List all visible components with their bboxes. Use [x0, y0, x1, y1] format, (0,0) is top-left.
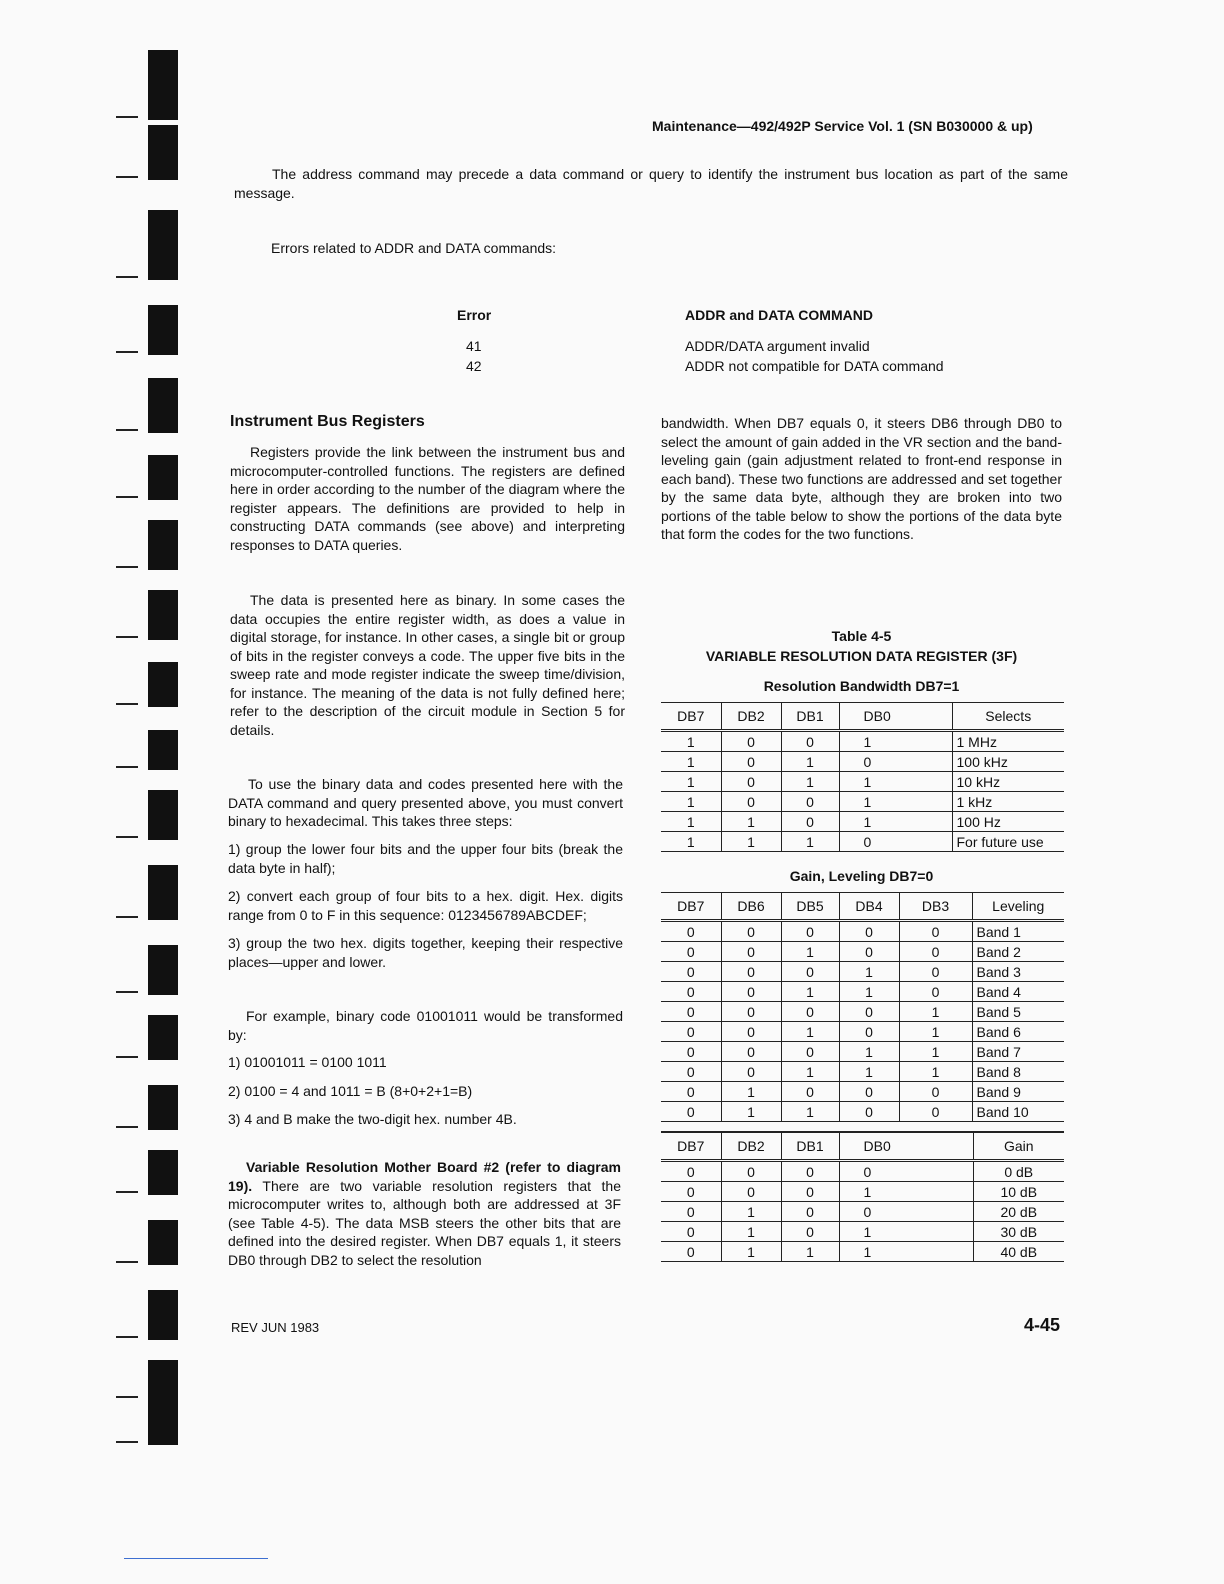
- binding-tab-edge: [116, 1056, 138, 1058]
- binding-tab: [148, 125, 178, 180]
- table-cell: 0: [781, 962, 839, 982]
- table-cell: 0: [781, 1082, 839, 1102]
- table-cell: 0: [839, 1082, 899, 1102]
- gain-table: [661, 1131, 1064, 1262]
- table-cell: 0: [661, 962, 721, 982]
- resolution-caption: Resolution Bandwidth DB7=1: [763, 678, 960, 694]
- column-header: DB5: [781, 893, 839, 921]
- table-cell: 1: [899, 1002, 972, 1022]
- binding-tab-edge: [116, 429, 138, 431]
- mother-board-paragraph: [228, 1158, 621, 1269]
- table-row: [661, 921, 1064, 942]
- table-row: [661, 1082, 1064, 1102]
- leveling-table: [661, 892, 1064, 1122]
- table-cell: 1: [839, 1242, 973, 1262]
- table-cell: 1: [721, 1082, 781, 1102]
- table-cell: 0: [899, 942, 972, 962]
- running-title: Maintenance—492/492P Service Vol. 1 (SN B030000 & up): [652, 118, 1033, 134]
- binding-tab-edge: [116, 1191, 138, 1193]
- column-header: Gain: [973, 1132, 1064, 1161]
- table-cell: 1: [661, 772, 721, 792]
- table-cell: 0: [839, 921, 899, 942]
- table-cell: 10 dB: [973, 1182, 1064, 1202]
- column-header: DB0: [839, 703, 952, 731]
- error-description: ADDR not compatible for DATA command: [685, 358, 944, 374]
- table-cell: 0: [721, 1002, 781, 1022]
- table-row: [661, 772, 1064, 792]
- table-cell: 0: [721, 1182, 781, 1202]
- revision-date: REV JUN 1983: [231, 1320, 320, 1335]
- table-row: [661, 1042, 1064, 1062]
- table-cell: 0: [661, 1202, 721, 1222]
- table-cell: 0: [781, 1042, 839, 1062]
- table-cell: Band 10: [972, 1102, 1064, 1122]
- table-cell: Band 3: [972, 962, 1064, 982]
- binding-tab-edge: [116, 766, 138, 768]
- column-header: DB2: [721, 703, 781, 731]
- table-row: [661, 1002, 1064, 1022]
- table-cell: 0 dB: [973, 1161, 1064, 1182]
- table-cell: Band 2: [972, 942, 1064, 962]
- binding-tab: [148, 790, 178, 840]
- binding-tab: [148, 50, 178, 120]
- table-cell: Band 4: [972, 982, 1064, 1002]
- table-cell: 1: [661, 792, 721, 812]
- table-cell: 100 kHz: [952, 752, 1064, 772]
- table-cell: 0: [721, 752, 781, 772]
- table-cell: 0: [839, 752, 952, 772]
- binding-tab: [148, 1150, 178, 1195]
- error-column-header: Error: [457, 307, 492, 323]
- table-cell: 1: [661, 832, 721, 852]
- table-cell: 100 Hz: [952, 812, 1064, 832]
- table-cell: 1 kHz: [952, 792, 1064, 812]
- table-header-row: [661, 1132, 1064, 1161]
- table-cell: 0: [721, 942, 781, 962]
- binding-tab-edge: [116, 1441, 138, 1443]
- binding-tab-edge: [116, 636, 138, 638]
- bandwidth-paragraph: bandwidth. When DB7 equals 0, it steers DB6 through DB0 to select the amount of gain added in the VR section and the band-leveling gain (gain adjustment related to front-end response in each band). These two functions are addressed and set together by the same data byte, although they are broken into two portions of the table below to show the portions of the data byte that form the codes for the two functions.: [661, 415, 1062, 542]
- table-cell: 1: [839, 1182, 973, 1202]
- table-cell: 0: [661, 982, 721, 1002]
- binding-tab: [148, 455, 178, 500]
- table-cell: 1: [781, 1102, 839, 1122]
- binding-tab: [148, 662, 178, 707]
- error-description-header: ADDR and DATA COMMAND: [685, 307, 873, 323]
- table-cell: 1: [721, 1202, 781, 1222]
- binding-tab-edge: [116, 496, 138, 498]
- table-cell: 0: [839, 1022, 899, 1042]
- table-row: [661, 1182, 1064, 1202]
- table-cell: 1: [721, 1242, 781, 1262]
- table-cell: 0: [721, 1062, 781, 1082]
- table-cell: 1: [781, 772, 839, 792]
- table-cell: 1: [721, 1222, 781, 1242]
- table-cell: 0: [899, 962, 972, 982]
- errors-intro: Errors related to ADDR and DATA commands:: [271, 240, 557, 256]
- table-cell: 0: [661, 921, 721, 942]
- binding-tab-edge: [116, 1336, 138, 1338]
- mother-board-lead: Variable Resolution Mother Board #2 (refer to diagram 19).: [228, 1159, 621, 1194]
- resolution-table: [661, 702, 1064, 852]
- table-cell: 0: [781, 731, 839, 752]
- binding-tab-edge: [116, 916, 138, 918]
- table-cell: 0: [781, 1202, 839, 1222]
- error-description: ADDR/DATA argument invalid: [685, 338, 870, 354]
- table-cell: 1: [839, 772, 952, 792]
- divider-line: [124, 1558, 268, 1559]
- step-two: 2) convert each group of four bits to a hex. digit. Hex. digits range from 0 to F in this sequence: 0123456789ABCDEF;: [228, 888, 623, 923]
- table-cell: 0: [721, 772, 781, 792]
- table-cell: Band 7: [972, 1042, 1064, 1062]
- table-cell: 1: [839, 1222, 973, 1242]
- error-code: 42: [466, 358, 482, 374]
- error-code: 41: [466, 338, 482, 354]
- table-cell: 0: [661, 1062, 721, 1082]
- table-cell: 1: [781, 1062, 839, 1082]
- table-header-row: [661, 703, 1064, 731]
- column-header: DB1: [781, 1132, 839, 1161]
- table-cell: 0: [661, 1222, 721, 1242]
- table-cell: 10 kHz: [952, 772, 1064, 792]
- table-cell: 0: [781, 812, 839, 832]
- table-cell: 0: [839, 1161, 973, 1182]
- table-number: Table 4-5: [831, 628, 892, 644]
- table-cell: 20 dB: [973, 1202, 1064, 1222]
- column-header: Selects: [952, 703, 1064, 731]
- binding-tab: [148, 730, 178, 770]
- table-cell: 1: [661, 731, 721, 752]
- binary-paragraph: The data is presented here as binary. In some cases the data occupies the entire register width, as does a value in digital storage, for instance. In other cases, a single bit or group of bits in the register conveys a code. The upper five bits in the sweep rate and mode register indicate the sweep time/division, for instance. The meaning of the data is not fully defined here; refer to the description of the circuit module in Section 5 for details.: [230, 592, 625, 738]
- table-cell: 30 dB: [973, 1222, 1064, 1242]
- column-header: DB6: [721, 893, 781, 921]
- table-cell: 1: [839, 731, 952, 752]
- table-cell: 0: [661, 1161, 721, 1182]
- table-cell: 0: [839, 942, 899, 962]
- table-cell: 0: [899, 1102, 972, 1122]
- table-cell: 1: [839, 812, 952, 832]
- table-cell: 1: [839, 962, 899, 982]
- column-header: Leveling: [972, 893, 1064, 921]
- table-cell: 0: [661, 1182, 721, 1202]
- step-three: 3) group the two hex. digits together, keeping their respective places—upper and lower.: [228, 935, 623, 970]
- table-cell: 0: [721, 962, 781, 982]
- column-header: DB1: [781, 703, 839, 731]
- table-cell: 1: [661, 752, 721, 772]
- table-cell: Band 9: [972, 1082, 1064, 1102]
- column-header: DB0: [839, 1132, 973, 1161]
- column-header: DB4: [839, 893, 899, 921]
- table-row: [661, 1062, 1064, 1082]
- binding-tab-edge: [116, 1396, 138, 1398]
- table-cell: 1: [781, 942, 839, 962]
- table-cell: 0: [839, 832, 952, 852]
- table-cell: 1: [839, 792, 952, 812]
- table-row: [661, 731, 1064, 752]
- binding-tab: [148, 945, 178, 995]
- table-title: VARIABLE RESOLUTION DATA REGISTER (3F): [705, 648, 1018, 664]
- binding-tab: [148, 520, 178, 570]
- table-cell: 1: [721, 812, 781, 832]
- table-cell: Band 5: [972, 1002, 1064, 1022]
- section-heading: Instrument Bus Registers: [230, 413, 425, 430]
- binding-tab-edge: [116, 351, 138, 353]
- binding-tab: [148, 1290, 178, 1340]
- table-cell: 0: [899, 982, 972, 1002]
- table-cell: 0: [839, 1202, 973, 1222]
- table-cell: 1: [839, 1042, 899, 1062]
- binding-tab: [148, 1220, 178, 1265]
- table-cell: 0: [721, 1022, 781, 1042]
- binding-tab: [148, 1085, 178, 1130]
- table-row: [661, 752, 1064, 772]
- example-paragraph: For example, binary code 01001011 would be transformed by:: [228, 1008, 623, 1043]
- table-cell: 0: [661, 1022, 721, 1042]
- table-cell: 0: [721, 792, 781, 812]
- mother-board-text: There are two variable resolution registers that the microcomputer writes to, although both are addressed at 3F (see Table 4-5). The data MSB steers the other bits that are defined into the desired register. When DB7 equals 1, it steers DB0 through DB2 to select the resolution: [228, 1177, 621, 1268]
- table-cell: 0: [661, 1102, 721, 1122]
- binding-tab-edge: [116, 116, 138, 118]
- table-row: [661, 1102, 1064, 1122]
- table-cell: 1: [899, 1042, 972, 1062]
- table-row: [661, 812, 1064, 832]
- table-cell: 1: [839, 1062, 899, 1082]
- table-cell: 0: [899, 1082, 972, 1102]
- table-cell: 1: [661, 812, 721, 832]
- example-step-three: 3) 4 and B make the two-digit hex. number 4B.: [228, 1111, 517, 1127]
- binding-tab-edge: [116, 836, 138, 838]
- table-row: [661, 1022, 1064, 1042]
- table-cell: For future use: [952, 832, 1064, 852]
- table-cell: 1: [721, 832, 781, 852]
- page-number: 4-45: [1024, 1315, 1061, 1335]
- table-cell: 0: [839, 1002, 899, 1022]
- column-header: DB2: [721, 1132, 781, 1161]
- table-cell: 0: [661, 1002, 721, 1022]
- conversion-paragraph: To use the binary data and codes presented here with the DATA command and query presented above, you must convert binary to hexadecimal. This takes three steps:: [228, 776, 623, 829]
- column-header: DB7: [661, 893, 721, 921]
- binding-tab-edge: [116, 1126, 138, 1128]
- table-cell: 1: [899, 1062, 972, 1082]
- binding-tab: [148, 378, 178, 433]
- table-row: [661, 1222, 1064, 1242]
- column-header: DB7: [661, 703, 721, 731]
- column-header: DB3: [899, 893, 972, 921]
- binding-tab-edge: [116, 991, 138, 993]
- table-cell: 1: [899, 1022, 972, 1042]
- table-cell: 0: [721, 921, 781, 942]
- table-cell: 0: [661, 1042, 721, 1062]
- registers-paragraph: Registers provide the link between the instrument bus and microcomputer-controlled functions. The registers are defined here in order according to the number of the diagram where the register appears. The definitions are provided to help in constructing DATA commands (see above) and interpreting responses to DATA queries.: [230, 444, 625, 553]
- example-step-one: 1) 01001011 = 0100 1011: [228, 1054, 387, 1070]
- address-paragraph: The address command may precede a data command or query to identify the instrument bus location as part of the same message.: [234, 166, 1068, 201]
- table-cell: 0: [661, 942, 721, 962]
- table-cell: 0: [661, 1082, 721, 1102]
- table-cell: 0: [721, 1161, 781, 1182]
- step-one: 1) group the lower four bits and the upper four bits (break the data byte in half);: [228, 841, 623, 876]
- table-row: [661, 1202, 1064, 1222]
- table-cell: 0: [781, 792, 839, 812]
- binding-tab-edge: [116, 703, 138, 705]
- gain-leveling-caption: Gain, Leveling DB7=0: [789, 868, 934, 884]
- table-cell: Band 8: [972, 1062, 1064, 1082]
- table-cell: 0: [721, 731, 781, 752]
- example-step-two: 2) 0100 = 4 and 1011 = B (8+0+2+1=B): [228, 1083, 473, 1099]
- table-cell: Band 1: [972, 921, 1064, 942]
- table-cell: 0: [781, 921, 839, 942]
- binding-tab: [148, 1015, 178, 1060]
- table-cell: 0: [899, 921, 972, 942]
- table-cell: 1: [781, 982, 839, 1002]
- binding-tab: [148, 590, 178, 640]
- table-cell: 1 MHz: [952, 731, 1064, 752]
- table-cell: 1: [781, 832, 839, 852]
- table-cell: 1: [839, 982, 899, 1002]
- column-header: DB7: [661, 1132, 721, 1161]
- table-cell: 0: [839, 1102, 899, 1122]
- binding-tab: [148, 1360, 178, 1400]
- binding-tab: [148, 210, 178, 280]
- binding-tab-edge: [116, 276, 138, 278]
- table-cell: 0: [721, 982, 781, 1002]
- table-cell: 1: [781, 752, 839, 772]
- table-row: [661, 982, 1064, 1002]
- table-cell: 1: [781, 1242, 839, 1262]
- binding-tab-edge: [116, 176, 138, 178]
- table-row: [661, 1242, 1064, 1262]
- binding-tab: [148, 1400, 178, 1445]
- table-cell: 0: [781, 1182, 839, 1202]
- table-cell: 0: [781, 1002, 839, 1022]
- table-cell: Band 6: [972, 1022, 1064, 1042]
- table-cell: 1: [721, 1102, 781, 1122]
- table-row: [661, 832, 1064, 852]
- table-cell: 0: [781, 1161, 839, 1182]
- table-cell: 1: [781, 1022, 839, 1042]
- table-cell: 0: [661, 1242, 721, 1262]
- table-cell: 0: [721, 1042, 781, 1062]
- table-row: [661, 1161, 1064, 1182]
- binding-tab: [148, 865, 178, 920]
- table-row: [661, 962, 1064, 982]
- table-header-row: [661, 893, 1064, 921]
- binding-tab: [148, 305, 178, 355]
- table-cell: 40 dB: [973, 1242, 1064, 1262]
- table-row: [661, 792, 1064, 812]
- table-cell: 0: [781, 1222, 839, 1242]
- binding-tab-edge: [116, 1261, 138, 1263]
- binding-tab-edge: [116, 566, 138, 568]
- table-row: [661, 942, 1064, 962]
